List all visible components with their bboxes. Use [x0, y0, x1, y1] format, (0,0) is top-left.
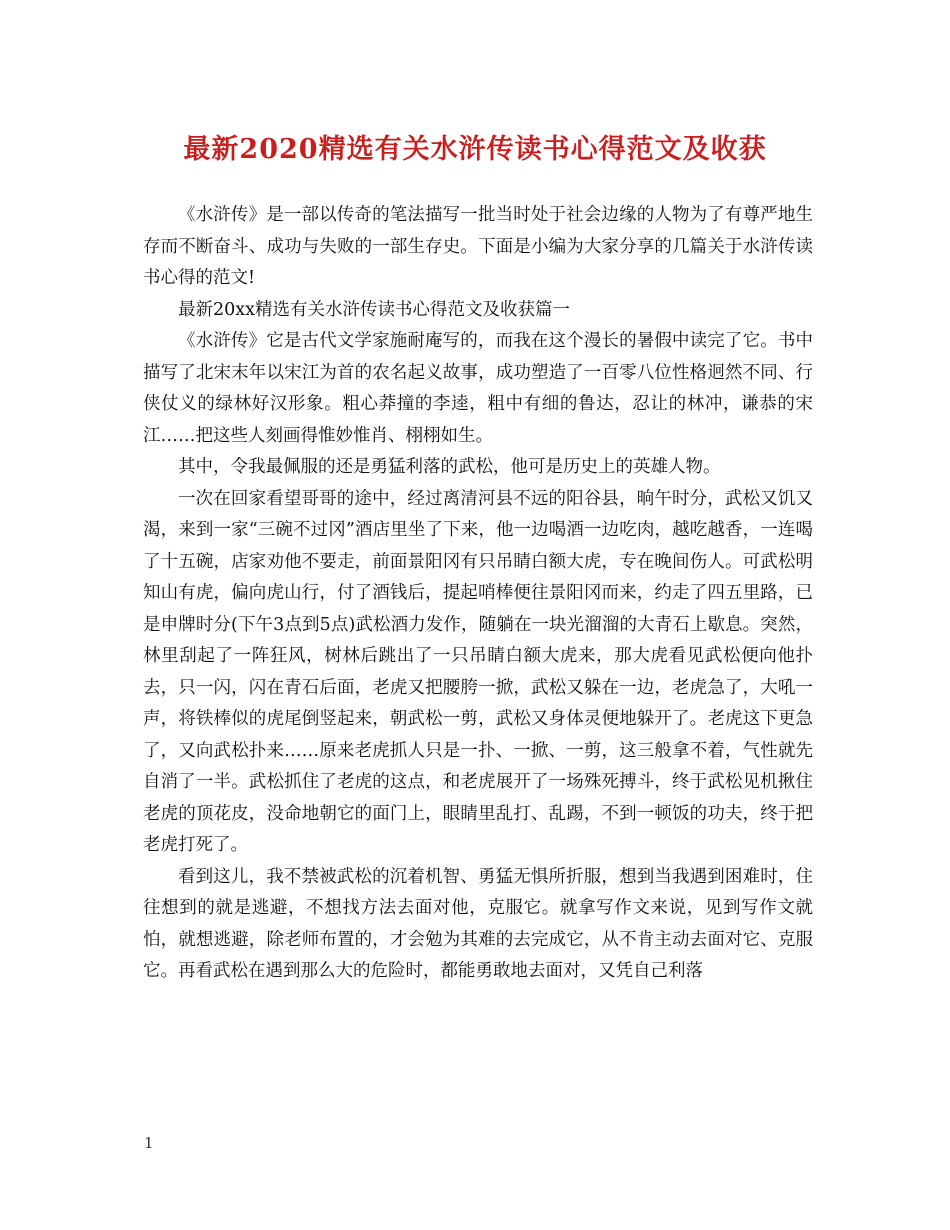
document-title: 最新2020精选有关水浒传读书心得范文及收获: [183, 134, 767, 165]
paragraph-book-summary: 《水浒传》它是古代文学家施耐庵写的，而我在这个漫长的暑假中读完了它。书中描写了北宋末年以宋江为首的农名起义故事，成功塑造了一百零八位性格迥然不同、行侠仗义的绿林好汉形象。粗心莽撞的李逵，粗中有细的鲁达，忍让的林冲，谦恭的宋江……把这些人刻画得惟妙惟肖、栩栩如生。: [143, 331, 813, 446]
paragraph-section-heading: 最新20xx精选有关水浒传读书心得范文及收获篇一: [178, 299, 571, 320]
paragraph-intro: 《水浒传》是一部以传奇的笔法描写一批当时处于社会边缘的人物为了有尊严地生存而不断奋斗、成功与失败的一部生存史。下面是小编为大家分享的几篇关于水浒传读书心得的范文!: [143, 205, 813, 288]
document-body: [143, 200, 813, 988]
paragraph-tiger-story: 一次在回家看望哥哥的途中，经过离清河县不远的阳谷县，晌午时分，武松又饥又渴，来到一家“三碗不过冈”酒店里坐了下来，他一边喝酒一边吃肉，越吃越香，一连喝了十五碗，店家劝他不要走，前面景阳冈有只吊睛白额大虎，专在晚间伤人。可武松明知山有虎，偏向虎山行，付了酒钱后，提起哨棒便往景阳冈而来，约走了四五里路，已是申牌时分(下午3点到5点)武松酒力发作，随躺在一块光溜溜的大青石上歇息。突然，林里刮起了一阵狂风，树林后跳出了一只吊睛白额大虎来，那大虎看见武松便向他扑去，只一闪，闪在青石后面，老虎又把腰胯一掀，武松又躲在一边，老虎急了，大吼一声，将铁棒似的虎尾倒竖起来，朝武松一剪，武松又身体灵便地躲开了。老虎这下更急了，又向武松扑来……原来老虎抓人只是一扑、一掀、一剪，这三般拿不着，气性就先自消了一半。武松抓住了老虎的这点，和老虎展开了一场殊死搏斗，终于武松见机揪住老虎的顶花皮，没命地朝它的面门上，眼睛里乱打、乱踢，不到一顿饭的功夫，终于把老虎打死了。: [143, 488, 813, 855]
paragraph-reflection: 看到这儿，我不禁被武松的沉着机智、勇猛无惧所折服，想到当我遇到困难时，住往想到的就是逃避，不想找方法去面对他，克服它。就拿写作文来说，见到写作文就怕，就想逃避，除老师布置的，才会勉为其难的去完成它，从不肯主动去面对它、克服它。再看武松在遇到那么大的危险时，都能勇敢地去面对，又凭自己利落: [143, 866, 813, 981]
paragraph-favorite-hero: 其中，令我最佩服的还是勇猛利落的武松，他可是历史上的英雄人物。: [178, 457, 721, 477]
page-number: 1: [144, 1134, 154, 1152]
